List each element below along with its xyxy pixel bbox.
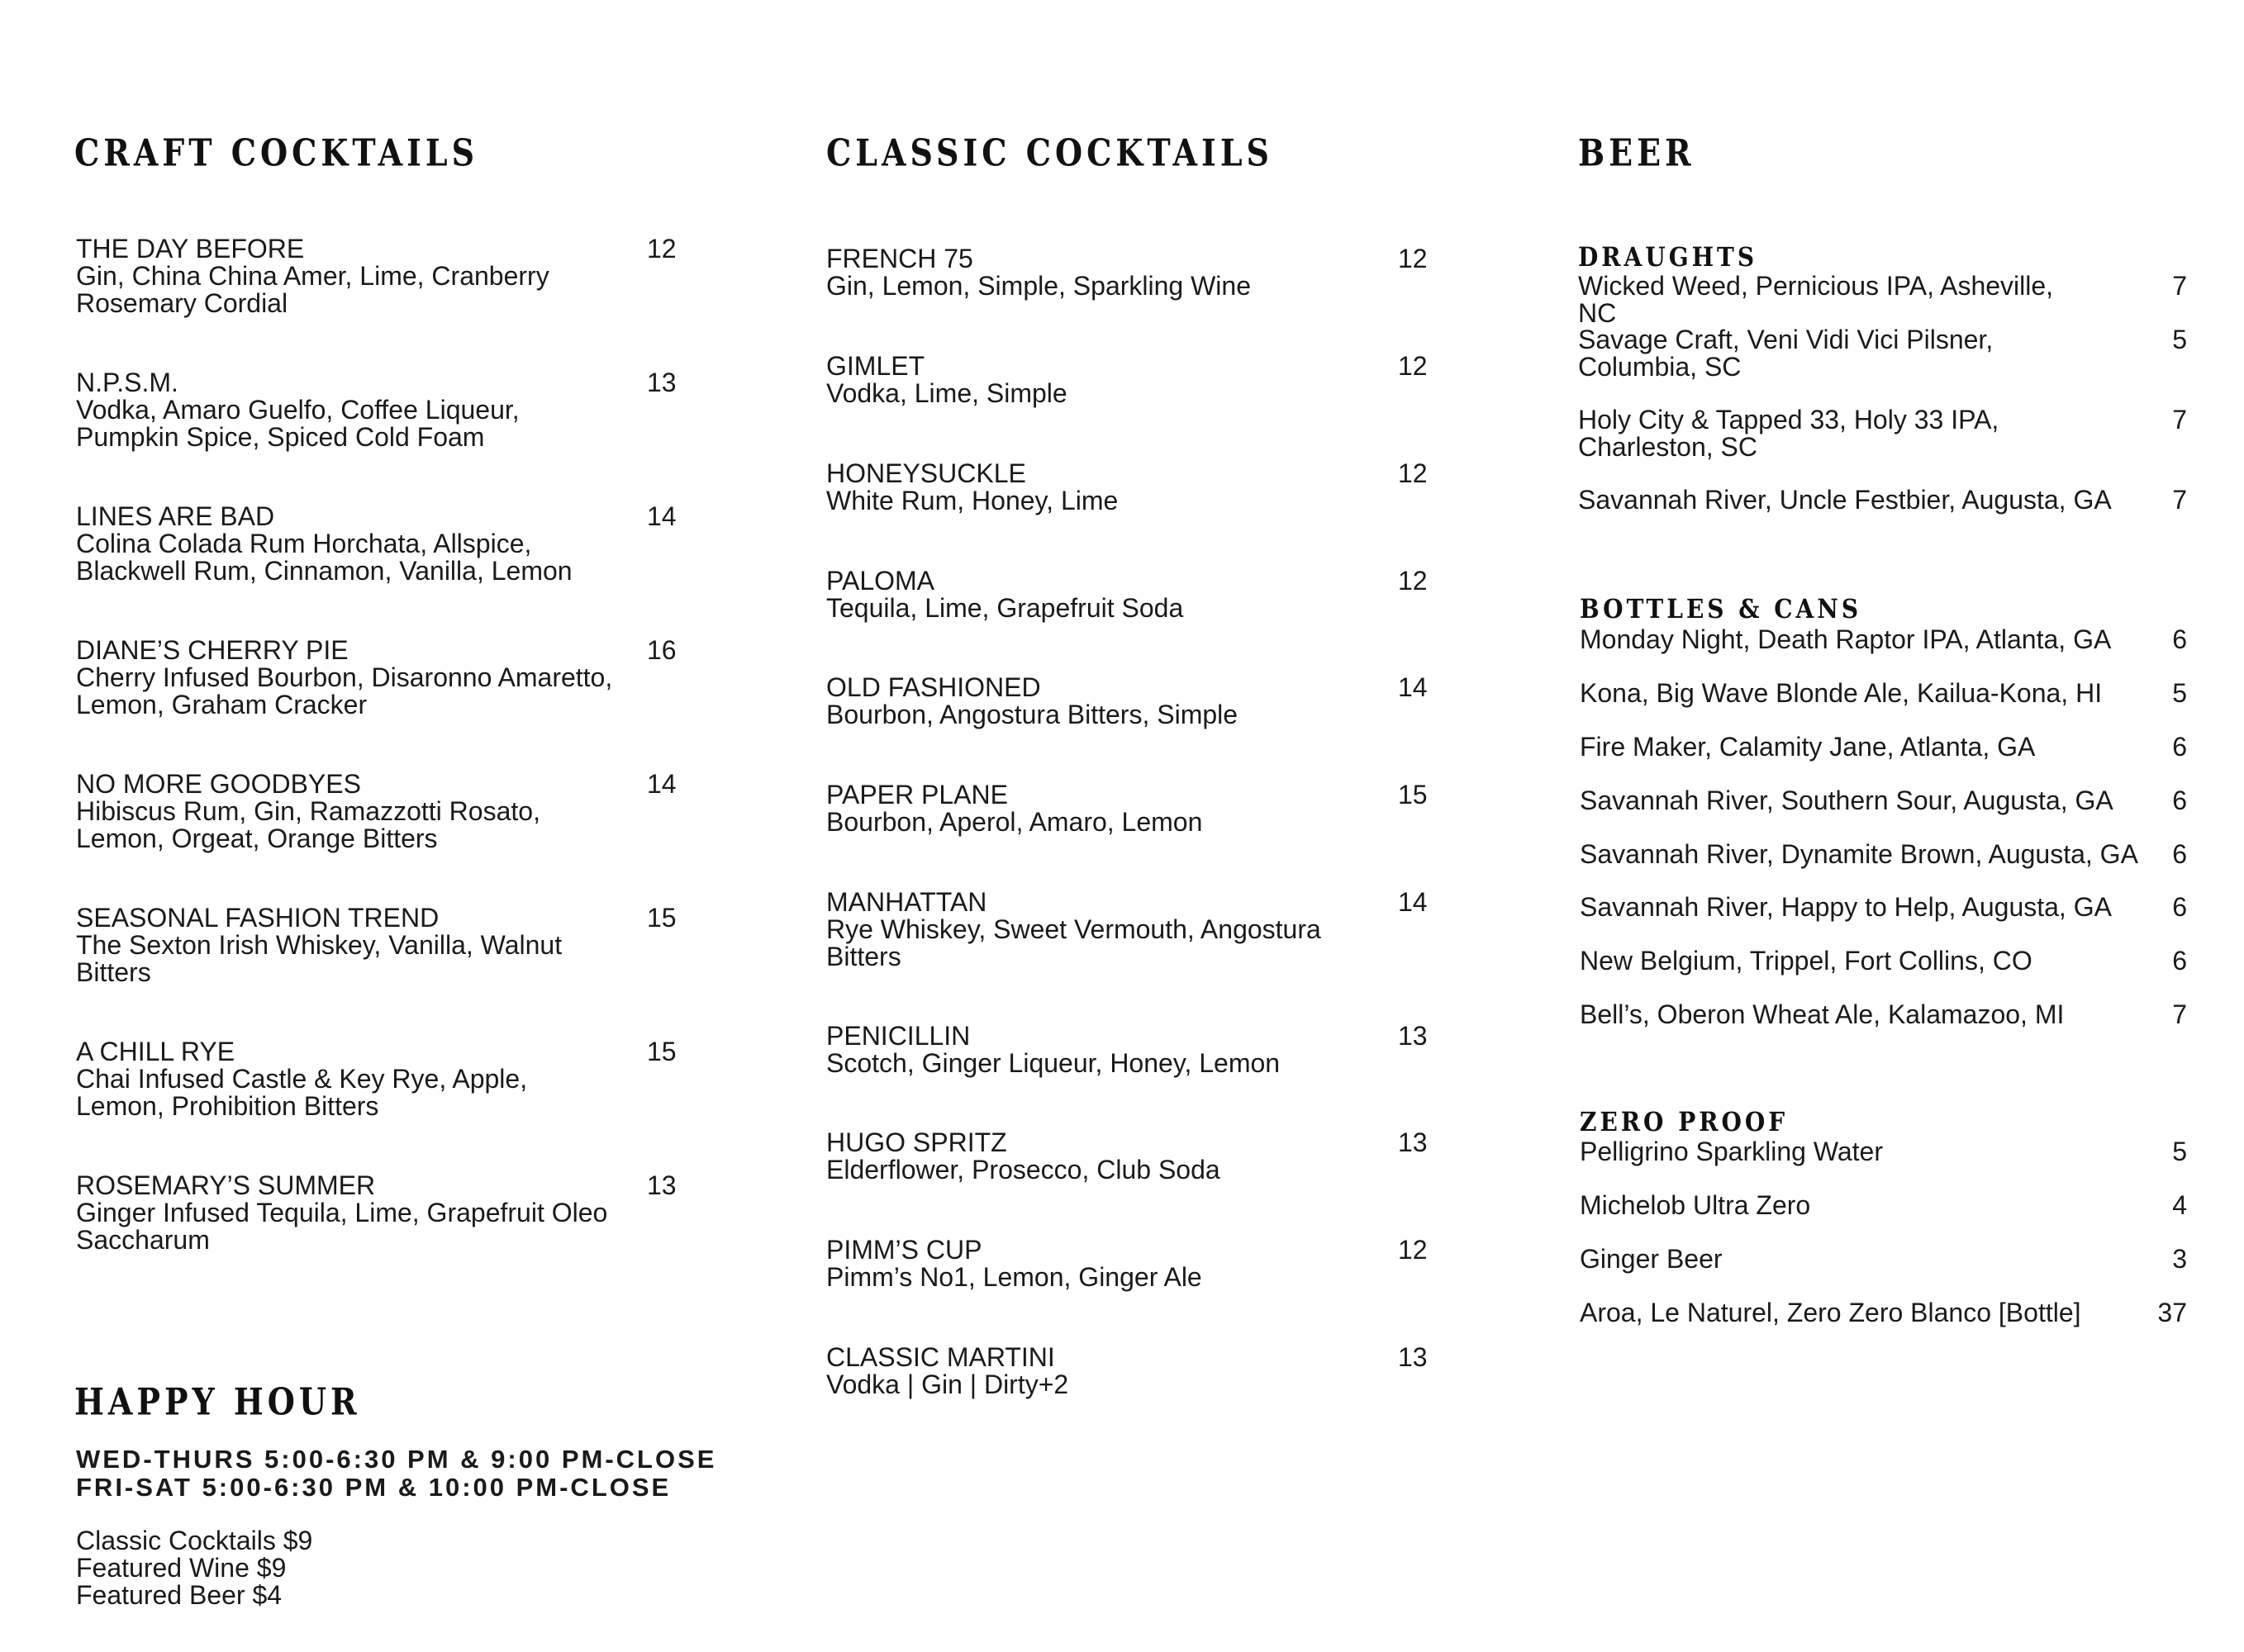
beer-price: 4 (2172, 1190, 2187, 1220)
menu-item (826, 674, 1355, 729)
menu-item (826, 781, 1355, 836)
item-description: Colina Colada Rum Horchata, Allspice, Blackwell Rum, Cinnamon, Vanilla, Lemon (76, 529, 573, 586)
menu-item (826, 567, 1355, 622)
item-description: White Rum, Honey, Lime (826, 486, 1119, 515)
menu-item (76, 235, 613, 317)
item-description: Scotch, Ginger Liqueur, Honey, Lemon (826, 1048, 1281, 1078)
beer-item: Holy City & Tapped 33, Holy 33 IPA, Charleston, SC (1578, 405, 1999, 462)
item-name: OLD FASHIONED (826, 672, 1041, 702)
item-price: 12 (1398, 351, 1428, 381)
item-name: CLASSIC MARTINI (826, 1342, 1055, 1372)
item-price: 15 (647, 1037, 677, 1066)
beer-item: Fire Maker, Calamity Jane, Atlanta, GA (1580, 732, 2036, 762)
item-description: Gin, China China Amer, Lime, Cranberry Rosemary Cordial (76, 261, 549, 318)
happy-hour-special: Featured Beer $4 (76, 1580, 283, 1610)
happy-hour-times (76, 1446, 716, 1502)
item-name: GIMLET (826, 351, 925, 381)
classic-cocktails-heading: CLASSIC COCKTAILS (826, 131, 1273, 175)
beer-item: New Belgium, Trippel, Fort Collins, CO (1580, 946, 2032, 976)
menu-item (76, 1038, 613, 1120)
menu-item (826, 460, 1355, 515)
beer-item: Ginger Beer (1580, 1244, 1723, 1274)
menu-item (76, 637, 613, 719)
menu-item (826, 245, 1355, 300)
menu-item (76, 1172, 613, 1254)
beer-price: 6 (2172, 946, 2187, 976)
item-price: 15 (1398, 780, 1428, 809)
beer-price: 7 (2172, 485, 2187, 515)
beer-price: 6 (2172, 624, 2187, 654)
item-description: Vodka, Lime, Simple (826, 378, 1067, 408)
menu-item (76, 771, 613, 852)
item-description: Cherry Infused Bourbon, Disaronno Amaretto, Lemon, Graham Cracker (76, 662, 613, 719)
beer-price: 6 (2172, 732, 2187, 762)
menu-item (76, 904, 613, 986)
beer-item: Savannah River, Dynamite Brown, Augusta, GA (1580, 839, 2138, 869)
item-description: Vodka, Amaro Guelfo, Coffee Liqueur, Pumpkin Spice, Spiced Cold Foam (76, 395, 520, 452)
menu-item (76, 369, 613, 451)
menu-item (826, 353, 1355, 407)
beer-item: Pelligrino Sparkling Water (1580, 1137, 1883, 1166)
item-description: Elderflower, Prosecco, Club Soda (826, 1155, 1220, 1184)
item-name: FRENCH 75 (826, 244, 973, 273)
item-price: 14 (1398, 672, 1428, 702)
item-price: 14 (1398, 887, 1428, 917)
happy-hour-special: Featured Wine $9 (76, 1553, 287, 1583)
beer-price: 6 (2172, 892, 2187, 922)
item-name: SEASONAL FASHION TREND (76, 903, 440, 933)
item-description: Ginger Infused Tequila, Lime, Grapefruit Oleo Saccharum (76, 1198, 608, 1255)
bottles-cans-heading: BOTTLES & CANS (1580, 593, 1862, 624)
item-price: 12 (1398, 458, 1428, 488)
happy-hour-specials (76, 1527, 312, 1609)
beer-item: Kona, Big Wave Blonde Ale, Kailua-Kona, HI (1580, 678, 2103, 708)
item-name: PALOMA (826, 566, 934, 596)
item-description: Rye Whiskey, Sweet Vermouth, Angostura Bitters (826, 914, 1321, 971)
item-name: DIANE’S CHERRY PIE (76, 635, 349, 665)
item-name: PAPER PLANE (826, 780, 1008, 809)
item-price: 15 (647, 903, 677, 933)
item-price: 12 (1398, 566, 1428, 596)
item-price: 13 (647, 368, 677, 397)
zero-proof-heading: ZERO PROOF (1580, 1106, 1789, 1137)
beer-price: 6 (2172, 786, 2187, 815)
beer-price: 3 (2172, 1244, 2187, 1274)
item-name: NO MORE GOODBYES (76, 769, 361, 799)
item-description: Bourbon, Aperol, Amaro, Lemon (826, 807, 1203, 837)
item-description: Vodka | Gin | Dirty+2 (826, 1370, 1069, 1399)
item-price: 14 (647, 501, 677, 531)
beer-price: 7 (2172, 405, 2187, 434)
beer-item: Aroa, Le Naturel, Zero Zero Blanco [Bottle] (1580, 1298, 2081, 1327)
item-price: 12 (1398, 244, 1428, 273)
menu-item (826, 1344, 1355, 1398)
item-price: 12 (647, 234, 677, 263)
item-name: ROSEMARY’S SUMMER (76, 1170, 376, 1200)
happy-hour-time-line: WED-THURS 5:00-6:30 PM & 9:00 PM-CLOSE (76, 1445, 717, 1474)
item-name: HUGO SPRITZ (826, 1127, 1007, 1157)
item-name: PIMM’S CUP (826, 1235, 982, 1265)
item-name: LINES ARE BAD (76, 501, 275, 531)
draughts-heading: DRAUGHTS (1578, 241, 1758, 273)
menu-item (826, 1237, 1355, 1291)
beer-item: Monday Night, Death Raptor IPA, Atlanta, GA (1580, 624, 2112, 654)
item-name: HONEYSUCKLE (826, 458, 1026, 488)
item-description: Gin, Lemon, Simple, Sparkling Wine (826, 271, 1251, 301)
craft-cocktails-heading: CRAFT COCKTAILS (74, 131, 479, 175)
beer-price: 6 (2172, 839, 2187, 869)
beer-item: Savannah River, Happy to Help, Augusta, GA (1580, 892, 2112, 922)
beer-item: Savannah River, Uncle Festbier, Augusta, GA (1578, 485, 2112, 515)
beer-price: 7 (2172, 999, 2187, 1029)
item-price: 16 (647, 635, 677, 665)
item-name: PENICILLIN (826, 1021, 971, 1051)
happy-hour-heading: HAPPY HOUR (74, 1379, 361, 1424)
item-name: THE DAY BEFORE (76, 234, 305, 263)
beer-price: 5 (2172, 678, 2187, 708)
item-price: 13 (1398, 1021, 1428, 1051)
item-description: Pimm’s No1, Lemon, Ginger Ale (826, 1262, 1202, 1292)
beer-item: Bell’s, Oberon Wheat Ale, Kalamazoo, MI (1580, 999, 2065, 1029)
beer-price: 5 (2172, 325, 2187, 354)
item-name: N.P.S.M. (76, 368, 178, 397)
menu-item (826, 1023, 1355, 1077)
item-description: Hibiscus Rum, Gin, Ramazzotti Rosato, Lemon, Orgeat, Orange Bitters (76, 796, 540, 853)
item-name: MANHATTAN (826, 887, 987, 917)
beer-item: Wicked Weed, Pernicious IPA, Asheville, NC (1578, 271, 2054, 328)
item-price: 13 (647, 1170, 677, 1200)
item-name: A CHILL RYE (76, 1037, 235, 1066)
beer-heading: BEER (1578, 131, 1695, 175)
happy-hour-special: Classic Cocktails $9 (76, 1526, 313, 1555)
item-description: Chai Infused Castle & Key Rye, Apple, Lemon, Prohibition Bitters (76, 1064, 528, 1121)
beer-price: 5 (2172, 1137, 2187, 1166)
item-price: 14 (647, 769, 677, 799)
item-price: 13 (1398, 1342, 1428, 1372)
item-description: The Sexton Irish Whiskey, Vanilla, Walnut Bitters (76, 930, 563, 987)
beer-item: Savage Craft, Veni Vidi Vici Pilsner, Columbia, SC (1578, 325, 1994, 382)
beer-price: 7 (2172, 271, 2187, 301)
item-price: 12 (1398, 1235, 1428, 1265)
menu-item (76, 503, 613, 585)
beer-item: Savannah River, Southern Sour, Augusta, GA (1580, 786, 2113, 815)
item-price: 13 (1398, 1127, 1428, 1157)
happy-hour-time-line: FRI-SAT 5:00-6:30 PM & 10:00 PM-CLOSE (76, 1473, 672, 1502)
beer-price: 37 (2157, 1298, 2187, 1327)
item-description: Bourbon, Angostura Bitters, Simple (826, 700, 1238, 729)
menu-item (826, 1129, 1355, 1184)
beer-item: Michelob Ultra Zero (1580, 1190, 1811, 1220)
item-description: Tequila, Lime, Grapefruit Soda (826, 593, 1184, 623)
menu-item (826, 889, 1355, 971)
